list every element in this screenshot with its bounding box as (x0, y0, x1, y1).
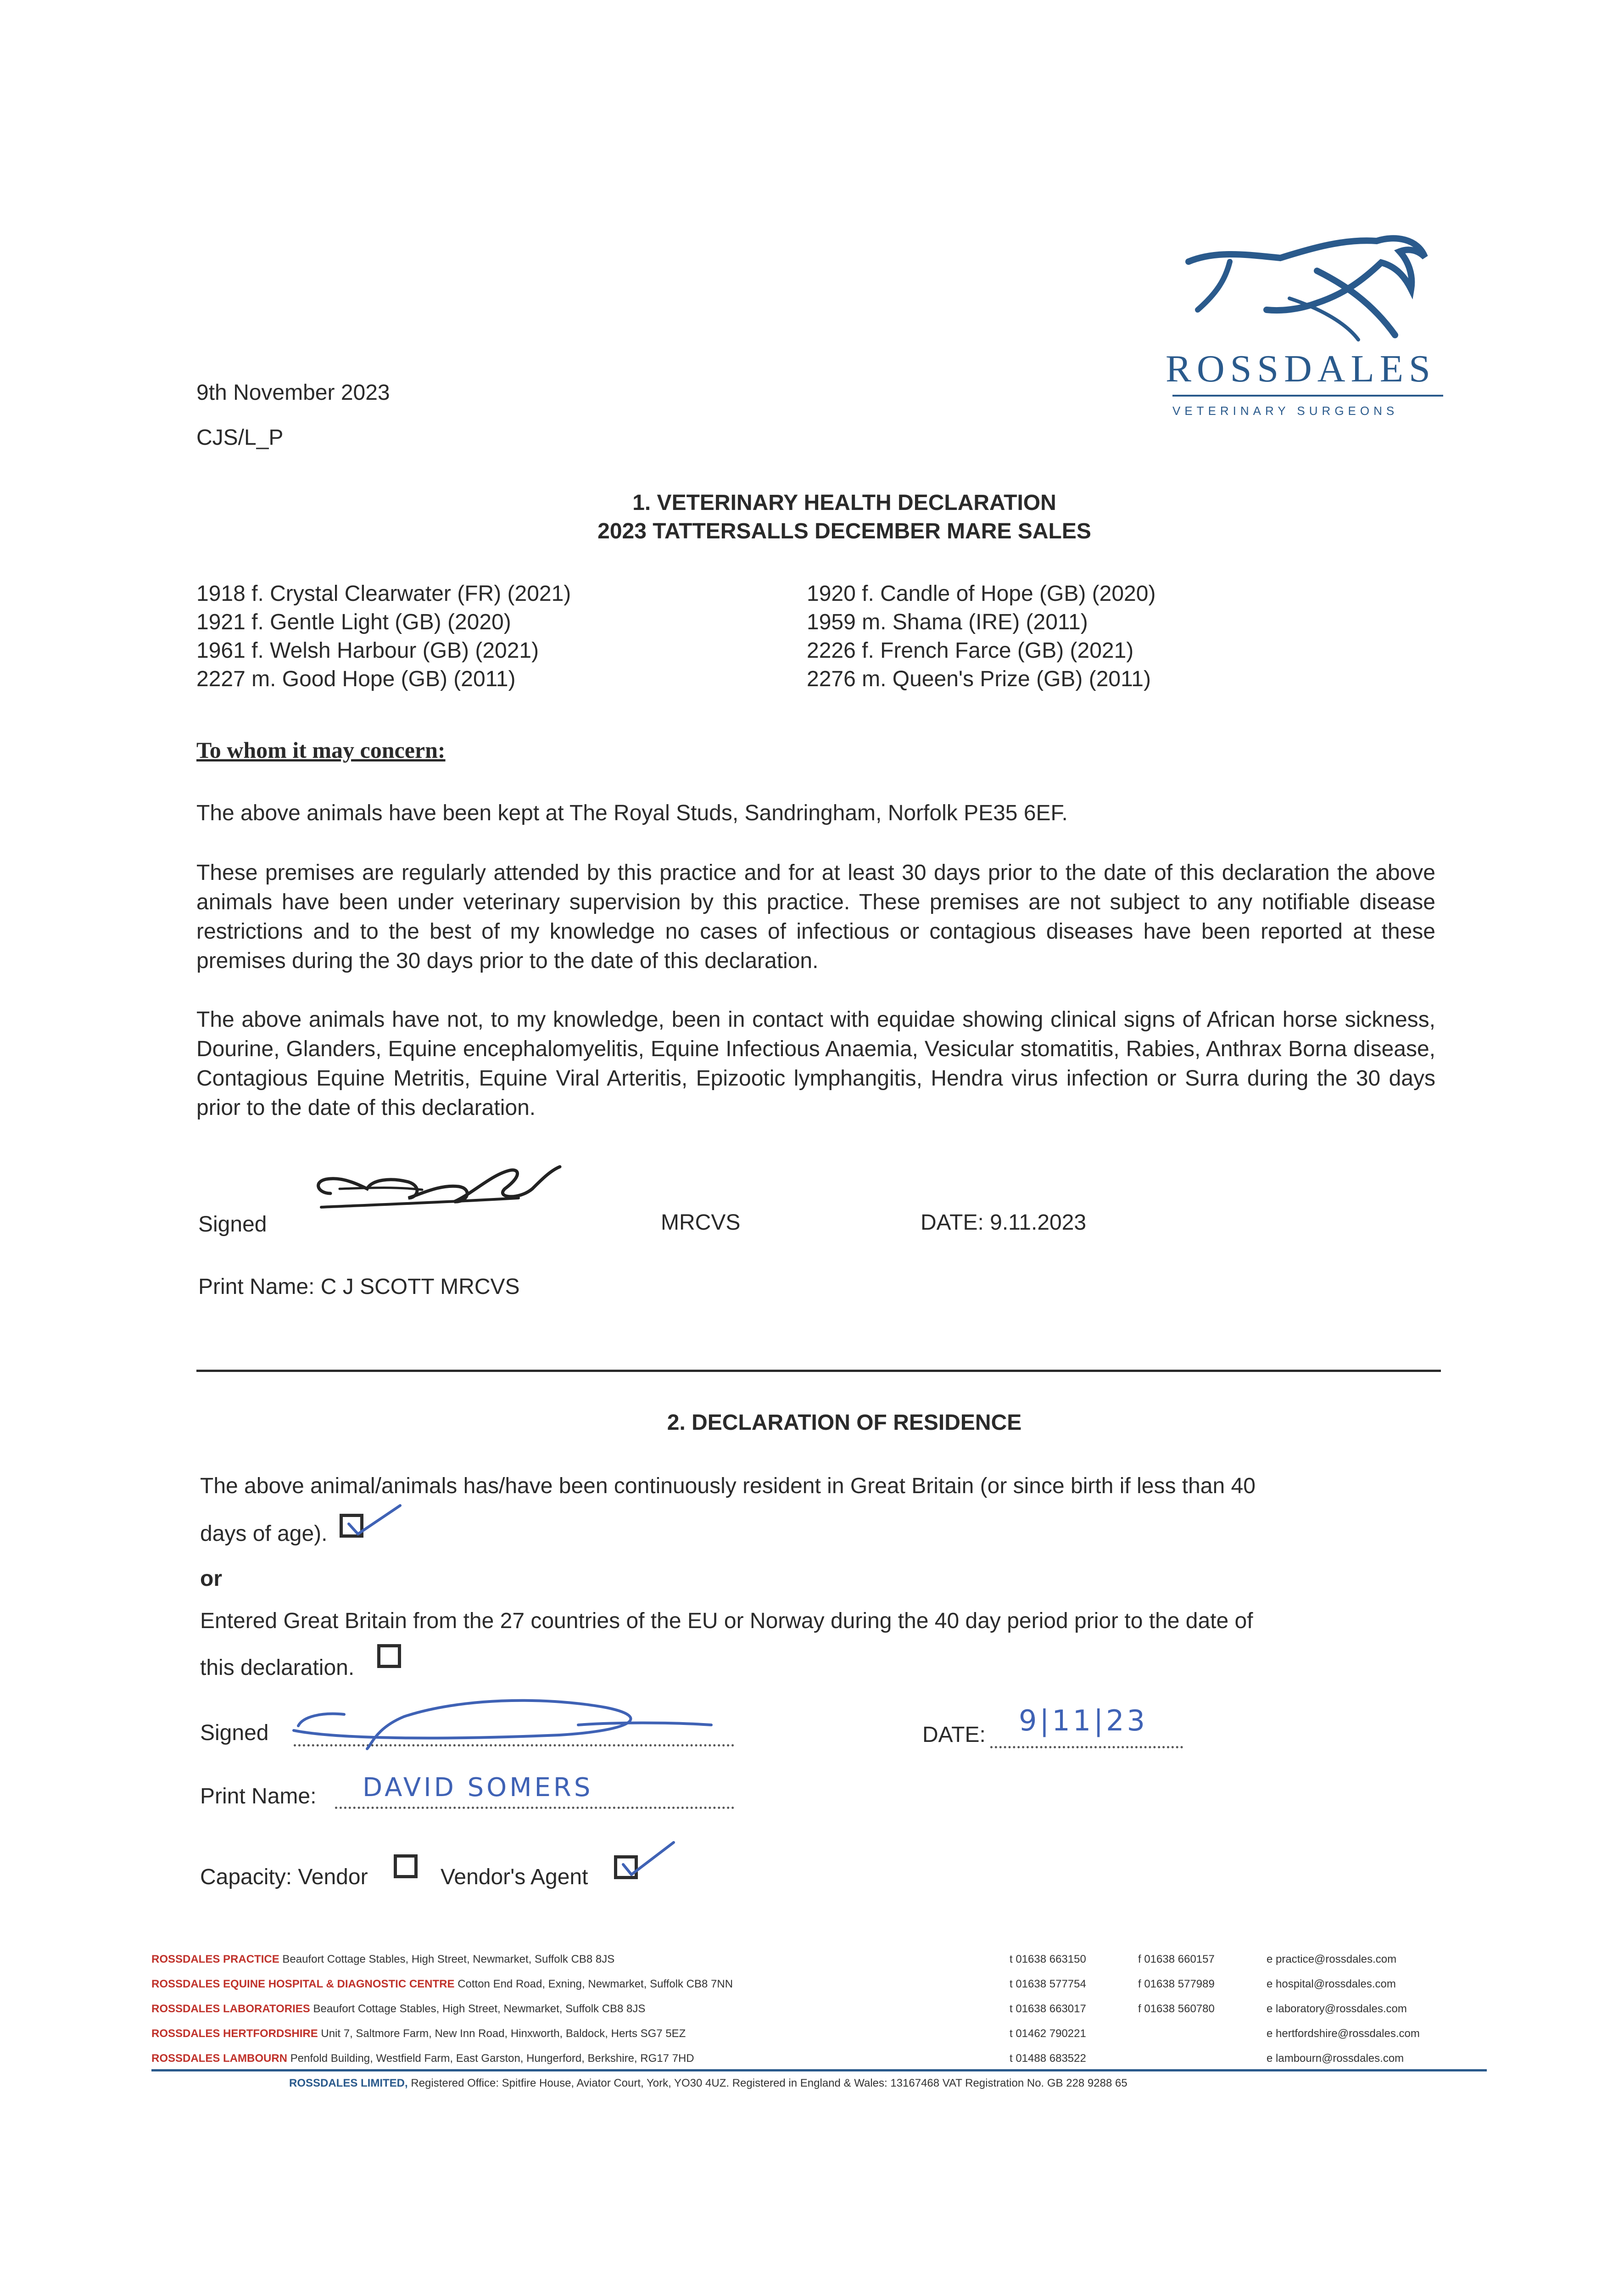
vet-print-name: Print Name: C J SCOTT MRCVS (198, 1275, 520, 1299)
footer-row (151, 2052, 694, 2066)
footer-tel: t 01638 663150 (1010, 1953, 1086, 1965)
footer-row (151, 2027, 686, 2041)
footer-company-info (289, 2077, 1127, 2090)
footer-row (151, 2002, 645, 2016)
vendors-agent-label: Vendor's Agent (441, 1865, 588, 1889)
or-label: or (200, 1567, 222, 1591)
checkmark-icon (340, 1501, 405, 1542)
eu-entry-checkbox[interactable] (377, 1644, 401, 1668)
footer-email: e hospital@rossdales.com (1267, 1978, 1396, 1990)
list-item: 2226 f. French Farce (GB) (2021) (807, 638, 1134, 663)
list-item: 2276 m. Queen's Prize (GB) (2011) (807, 667, 1151, 691)
footer-org: ROSSDALES PRACTICE (151, 1953, 279, 1965)
footer-tel: t 01638 577754 (1010, 1978, 1086, 1990)
footer-email: e lambourn@rossdales.com (1267, 2052, 1404, 2065)
section2-title: 2. DECLARATION OF RESIDENCE (667, 1411, 1022, 1435)
footer-row (151, 1953, 614, 1966)
letter-date: 9th November 2023 (196, 381, 390, 405)
date-line (990, 1746, 1183, 1748)
company-name: ROSSDALES LIMITED, (289, 2077, 408, 2089)
vet-signature-icon (303, 1161, 578, 1221)
agent-signed-label: Signed (200, 1721, 269, 1745)
agent-print-name-value: DAVID SOMERS (363, 1773, 593, 1802)
footer-address: Unit 7, Saltmore Farm, New Inn Road, Hinxworth, Baldock, Herts SG7 5EZ (321, 2027, 686, 2040)
agent-signature-icon (285, 1671, 725, 1753)
list-item: 1921 f. Gentle Light (GB) (2020) (196, 610, 511, 634)
capacity-label: Capacity: Vendor (200, 1865, 368, 1889)
section1-subtitle: 2023 TATTERSALLS DECEMBER MARE SALES (597, 519, 1091, 543)
footer-address: Cotton End Road, Exning, Newmarket, Suffolk CB8 7NN (458, 1978, 733, 1990)
footer-fax: f 01638 660157 (1138, 1953, 1215, 1965)
supervision-paragraph: These premises are regularly attended by this practice and for at least 30 days prior to the date of this declaration the above animals have been under veterinary supervision by this practice. These premises are not subject to any notifiable disease restrictions and to the best of my knowledge no cases of infectious or contagious diseases have been reported at these premises during the 30 days prior to the date of this declaration. (196, 861, 1435, 973)
eu-entry-option-text: Entered Great Britain from the 27 countries of the EU or Norway during the 40 day period prior to the date of (200, 1609, 1253, 1633)
list-item: 1959 m. Shama (IRE) (2011) (807, 610, 1088, 634)
agent-date-label: DATE: (922, 1723, 986, 1747)
reference-code: CJS/L_P (196, 425, 284, 450)
list-item: 1918 f. Crystal Clearwater (FR) (2021) (196, 582, 571, 606)
logo-tagline: VETERINARY SURGEONS (1172, 404, 1399, 418)
vendor-checkbox[interactable] (394, 1854, 418, 1878)
footer-email: e laboratory@rossdales.com (1267, 2003, 1407, 2015)
footer-tel: t 01488 683522 (1010, 2052, 1086, 2065)
residence-paragraph: The above animals have been kept at The Royal Studs, Sandringham, Norfolk PE35 6EF. (196, 801, 1068, 825)
footer-row (151, 1977, 733, 1991)
list-item: 1961 f. Welsh Harbour (GB) (2021) (196, 638, 539, 663)
footer-rule (151, 2069, 1487, 2071)
vet-declaration-date: DATE: 9.11.2023 (921, 1210, 1087, 1235)
section-divider (196, 1370, 1441, 1372)
company-registration: Registered Office: Spitfire House, Aviator Court, York, YO30 4UZ. Registered in England & Wales: 13167468 VAT Registration No. GB 228 9288 65 (407, 2077, 1127, 2089)
footer-email: e hertfordshire@rossdales.com (1267, 2027, 1420, 2040)
footer-address: Beaufort Cottage Stables, High Street, Newmarket, Suffolk CB8 8JS (313, 2003, 646, 2015)
print-name-line (335, 1807, 734, 1809)
list-item: 2227 m. Good Hope (GB) (2011) (196, 667, 516, 691)
logo-name: ROSSDALES (1166, 347, 1436, 390)
footer-tel: t 01638 663017 (1010, 2003, 1086, 2015)
footer-fax: f 01638 560780 (1138, 2003, 1215, 2015)
agent-print-name-label: Print Name: (200, 1784, 317, 1808)
resident-option-text-cont: days of age). (200, 1522, 328, 1546)
footer-org: ROSSDALES HERTFORDSHIRE (151, 2027, 318, 2040)
section1-title: 1. VETERINARY HEALTH DECLARATION (632, 491, 1056, 515)
footer-address: Beaufort Cottage Stables, High Street, Newmarket, Suffolk CB8 8JS (282, 1953, 615, 1965)
disease-paragraph: The above animals have not, to my knowledge, been in contact with equidae showing clinical signs of African horse sickness, Dourine, Glanders, Equine encephalomyelitis, Equine Infectious Anaemia, Vesicular stomatitis, Rabies, Anthrax Borna disease, Contagious Equine Metritis, Equine Viral Arteritis, Epizootic lymphangitis, Hendra virus infection or Surra during the 30 days prior to the date of this declaration. (196, 1008, 1435, 1120)
signed-label: Signed (198, 1212, 267, 1237)
footer-address: Penfold Building, Westfield Farm, East Garston, Hungerford, Berkshire, RG17 7HD (290, 2052, 694, 2065)
horse-logo-icon (1179, 230, 1436, 349)
footer-org: ROSSDALES LABORATORIES (151, 2003, 310, 2015)
footer-tel: t 01462 790221 (1010, 2027, 1086, 2040)
agent-date-value: 9|11|23 (1019, 1704, 1148, 1737)
footer-org: ROSSDALES EQUINE HOSPITAL & DIAGNOSTIC CENTRE (151, 1978, 455, 1990)
footer-org: ROSSDALES LAMBOURN (151, 2052, 288, 2065)
footer-email: e practice@rossdales.com (1267, 1953, 1397, 1965)
mrcvs-label: MRCVS (661, 1210, 741, 1235)
list-item: 1920 f. Candle of Hope (GB) (2020) (807, 582, 1156, 606)
salutation: To whom it may concern: (196, 737, 446, 763)
resident-option-text: The above animal/animals has/have been continuously resident in Great Britain (or since birth if less than 40 (200, 1474, 1256, 1498)
eu-entry-option-text-cont: this declaration. (200, 1656, 355, 1680)
footer-fax: f 01638 577989 (1138, 1978, 1215, 1990)
checkmark-icon (615, 1836, 679, 1882)
